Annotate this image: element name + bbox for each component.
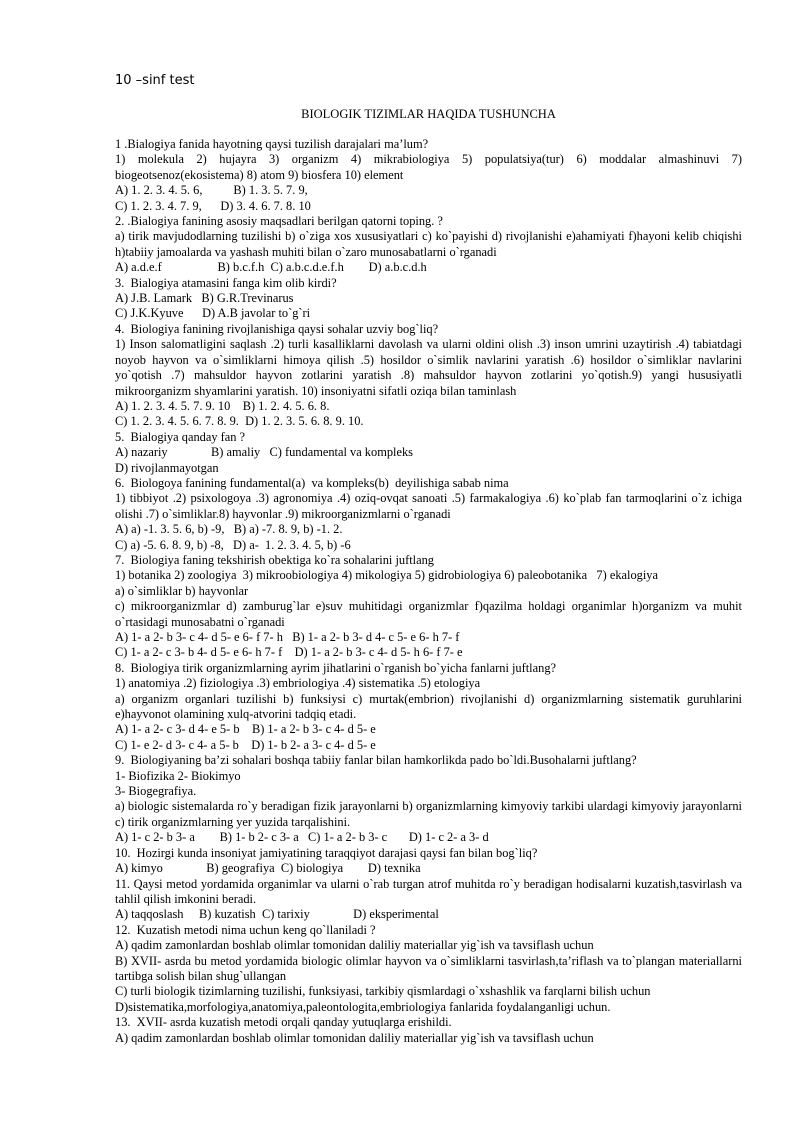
text-line: C) turli biologik tizimlarning tuzilishi, funksiyasi, tarkibiy qismlardagi o`xshashlik va farqlarni bilish uchun: [115, 984, 651, 999]
text-line: A) 1- c 2- b 3- a B) 1- b 2- c 3- a C) 1- a 2- b 3- c D) 1- c 2- a 3- d: [115, 830, 489, 845]
text-line: D)sistematika,morfologiya,anatomiya,paleontologita,embriologiya fanlarida foydalanganligi uchun.: [115, 999, 611, 1014]
text-line: A) J.B. Lamark B) G.R.Trevinarus: [115, 291, 294, 306]
text-line: 1) botanika 2) zoologiya 3) mikroobiologiya 4) mikologiya 5) gidrobiologiya 6) paleobotanika 7) ekalogiya: [115, 568, 658, 583]
text-line: D) rivojlanmayotgan: [115, 460, 219, 475]
text-line: A) taqqoslash B) kuzatish C) tarixiy D) eksperimental: [115, 907, 439, 922]
text-line: A) 1- a 2- b 3- c 4- d 5- e 6- f 7- h B) 1- a 2- b 3- d 4- c 5- e 6- h 7- f: [115, 630, 460, 644]
text-line: C) 1- a 2- c 3- b 4- d 5- e 6- h 7- f D) 1- a 2- b 3- c 4- d 5- h 6- f 7- e: [115, 645, 463, 660]
text-line: C) J.K.Kyuve D) A.B javolar to`g`ri: [115, 306, 311, 321]
text-line: 12. Kuzatish metodi nima uchun keng qo`llaniladi ?: [115, 922, 376, 937]
text-line: 1) anatomiya .2) fiziologiya .3) embriologiya .4) sistematika .5) etologiya: [115, 676, 481, 691]
text-line: A) qadim zamonlardan boshlab olimlar tomonidan daliliy materiallar yig`ish va tavsiflash uchun: [115, 1030, 594, 1045]
text-line: A) nazariy B) amaliy C) fundamental va kompleks: [115, 445, 413, 460]
text-line: 6. Biologoya fanining fundamental(a) va kompleks(b) deyilishiga sabab nima: [115, 475, 509, 490]
text-line: A) a.d.e.f B) b.c.f.h C) a.b.c.d.e.f.h D) a.b.c.d.h: [115, 260, 427, 275]
text-line: 1) Inson salomatligini saqlash .2) turli kasalliklarni davolash va ularni oldini olish .3) inson umrini uzaytirish .4) tabiatdagi noyob hayvon va o`simliklarni himoya qilish .5) hosildor o`simlik navlarini yaratish .6) hosildor o`simliklar navlarini yo`qotish .7) mahsuldor hayvon zotlarini yaratish .8) mahsuldor hayvon zotlarini yo`qotish.9) yangi hususiyatli mikroorganizm shyamlarini yaratish. 10) insoniyatni sifatli oziqa bilan taminlash: [115, 337, 742, 398]
text-line: 1- Biofizika 2- Biokimyo: [115, 768, 241, 783]
text-line: 3. Bialogiya atamasini fanga kim olib kirdi?: [115, 275, 337, 290]
text-line: C) a) -5. 6. 8. 9, b) -8, D) a- 1. 2. 3. 4. 5, b) -6: [115, 537, 351, 552]
text-line: C) 1- e 2- d 3- c 4- a 5- b D) 1- b 2- a 3- c 4- d 5- e: [115, 737, 376, 752]
text-line: 5. Bialogiya qanday fan ?: [115, 429, 246, 444]
text-line: a) tirik mavjudodlarning tuzilishi b) o`ziga xos xususiyatlari c) ko`payishi d) rivojlanishi e)ahamiyati f)hayoni kelib chiqishi h)tabiiy jamoalarda va yashash muhiti bilan o`zaro munosabatlarni o`rganadi: [115, 229, 742, 259]
text-line: 4. Biologiya fanining rivojlanishiga qaysi sohalar uzviy bog`liq?: [115, 321, 439, 336]
text-line: C) 1. 2. 3. 4. 5. 6. 7. 8. 9. D) 1. 2. 3. 5. 6. 8. 9. 10.: [115, 414, 364, 429]
text-line: A) a) -1. 3. 5. 6, b) -9, B) a) -7. 8. 9, b) -1. 2.: [115, 522, 343, 537]
text-line: B) XVII- asrda bu metod yordamida biologic olimlar hayvon va o`simliklarni tasvirlash,ta’riflash va to`plangan materiallarni tartibga solish bilan shug`ullangan: [115, 953, 742, 983]
text-line: A) 1. 2. 3. 4. 5. 6, B) 1. 3. 5. 7. 9,: [115, 183, 308, 198]
text-line: 8. Biologiya tirik organizmlarning ayrim jihatlarini o`rganish bo`yicha fanlarni juftlang?: [115, 660, 557, 675]
test-content: [115, 137, 742, 1046]
text-line: a) o`simliklar b) hayvonlar: [115, 583, 249, 598]
text-line: 13. XVII- asrda kuzatish metodi orqali qanday yutuqlarga erishildi.: [115, 1015, 452, 1030]
text-line: 1 .Bialogiya fanida hayotning qaysi tuzilish darajalari ma’lum?: [115, 137, 429, 151]
text-line: A) kimyo B) geografiya C) biologiya D) texnika: [115, 861, 421, 876]
text-line: 1) tibbiyot .2) psixologoya .3) agronomiya .4) oziq-ovqat sanoati .5) farmakalogiya .6) ko`plab fan tarmoqlarini o`z ichiga olishi .7) o`simliklar.8) hayvonlar .9) mikroorganizmlarni o`rganadi: [115, 491, 742, 521]
text-line: 11. Qaysi metod yordamida organimlar va ularni o`rab turgan atrof muhitda ro`y beradigan hodisalarni kuzatish,tasvirlash va tahlil qilish imkonini beradi.: [115, 876, 742, 906]
text-line: A) 1. 2. 3. 4. 5. 7. 9. 10 B) 1. 2. 4. 5. 6. 8.: [115, 398, 330, 413]
text-line: 10. Hozirgi kunda insoniyat jamiyatining taraqqiyot darajasi qaysi fan bilan bog`liq?: [115, 845, 538, 860]
document-title: BIOLOGIK TIZIMLAR HAQIDA TUSHUNCHA: [301, 107, 556, 121]
text-line: 7. Biologiya faning tekshirish obektiga ko`ra sohalarini juftlang: [115, 552, 434, 567]
page-header: 10 –sinf test: [115, 73, 195, 88]
text-line: a) organizm organlari tuzilishi b) funksiysi c) murtak(embrion) rivojlanishi d) organizmlarning sistematik guruhlarini e)hayvonot olamining xulq-atvorini tadqiq etadi.: [115, 691, 742, 722]
text-line: 9. Biologiyaning ba’zi sohalari boshqa tabiiy fanlar bilan hamkorlikda pado bo`ldi.Busohalarni juftlang?: [115, 753, 637, 768]
text-line: C) 1. 2. 3. 4. 7. 9, D) 3. 4. 6. 7. 8. 10: [115, 198, 311, 213]
text-line: 2. .Bialogiya fanining asosiy maqsadlari berilgan qatorni toping. ?: [115, 214, 443, 229]
text-line: A) 1- a 2- c 3- d 4- e 5- b B) 1- a 2- b 3- c 4- d 5- e: [115, 722, 376, 737]
text-line: 1) molekula 2) hujayra 3) organizm 4) mikrabiologiya 5) populatsiya(tur) 6) moddalar almashinuvi 7) biogeotsenoz(ekosistema) 8) atom 9) biosfera 10) element: [115, 152, 742, 182]
text-line: 3- Biogegrafiya.: [115, 784, 197, 799]
text-line: c) mikroorganizmlar d) zamburug`lar e)suv muhitidagi organizmlar f)qazilma holdagi organimlar h)organizm va muhit o`rtasidagi munosabatni o`rganadi: [115, 599, 742, 629]
text-line: A) qadim zamonlardan boshlab olimlar tomonidan daliliy materiallar yig`ish va tavsiflash uchun: [115, 938, 594, 953]
text-line: a) biologic sistemalarda ro`y beradigan fizik jarayonlarni b) organizmlarning kimyoviy tarkibi ulardagi kimyoviy jarayonlarni c) tirik organizmlarning yer yuzida tarqalishini.: [115, 799, 742, 829]
